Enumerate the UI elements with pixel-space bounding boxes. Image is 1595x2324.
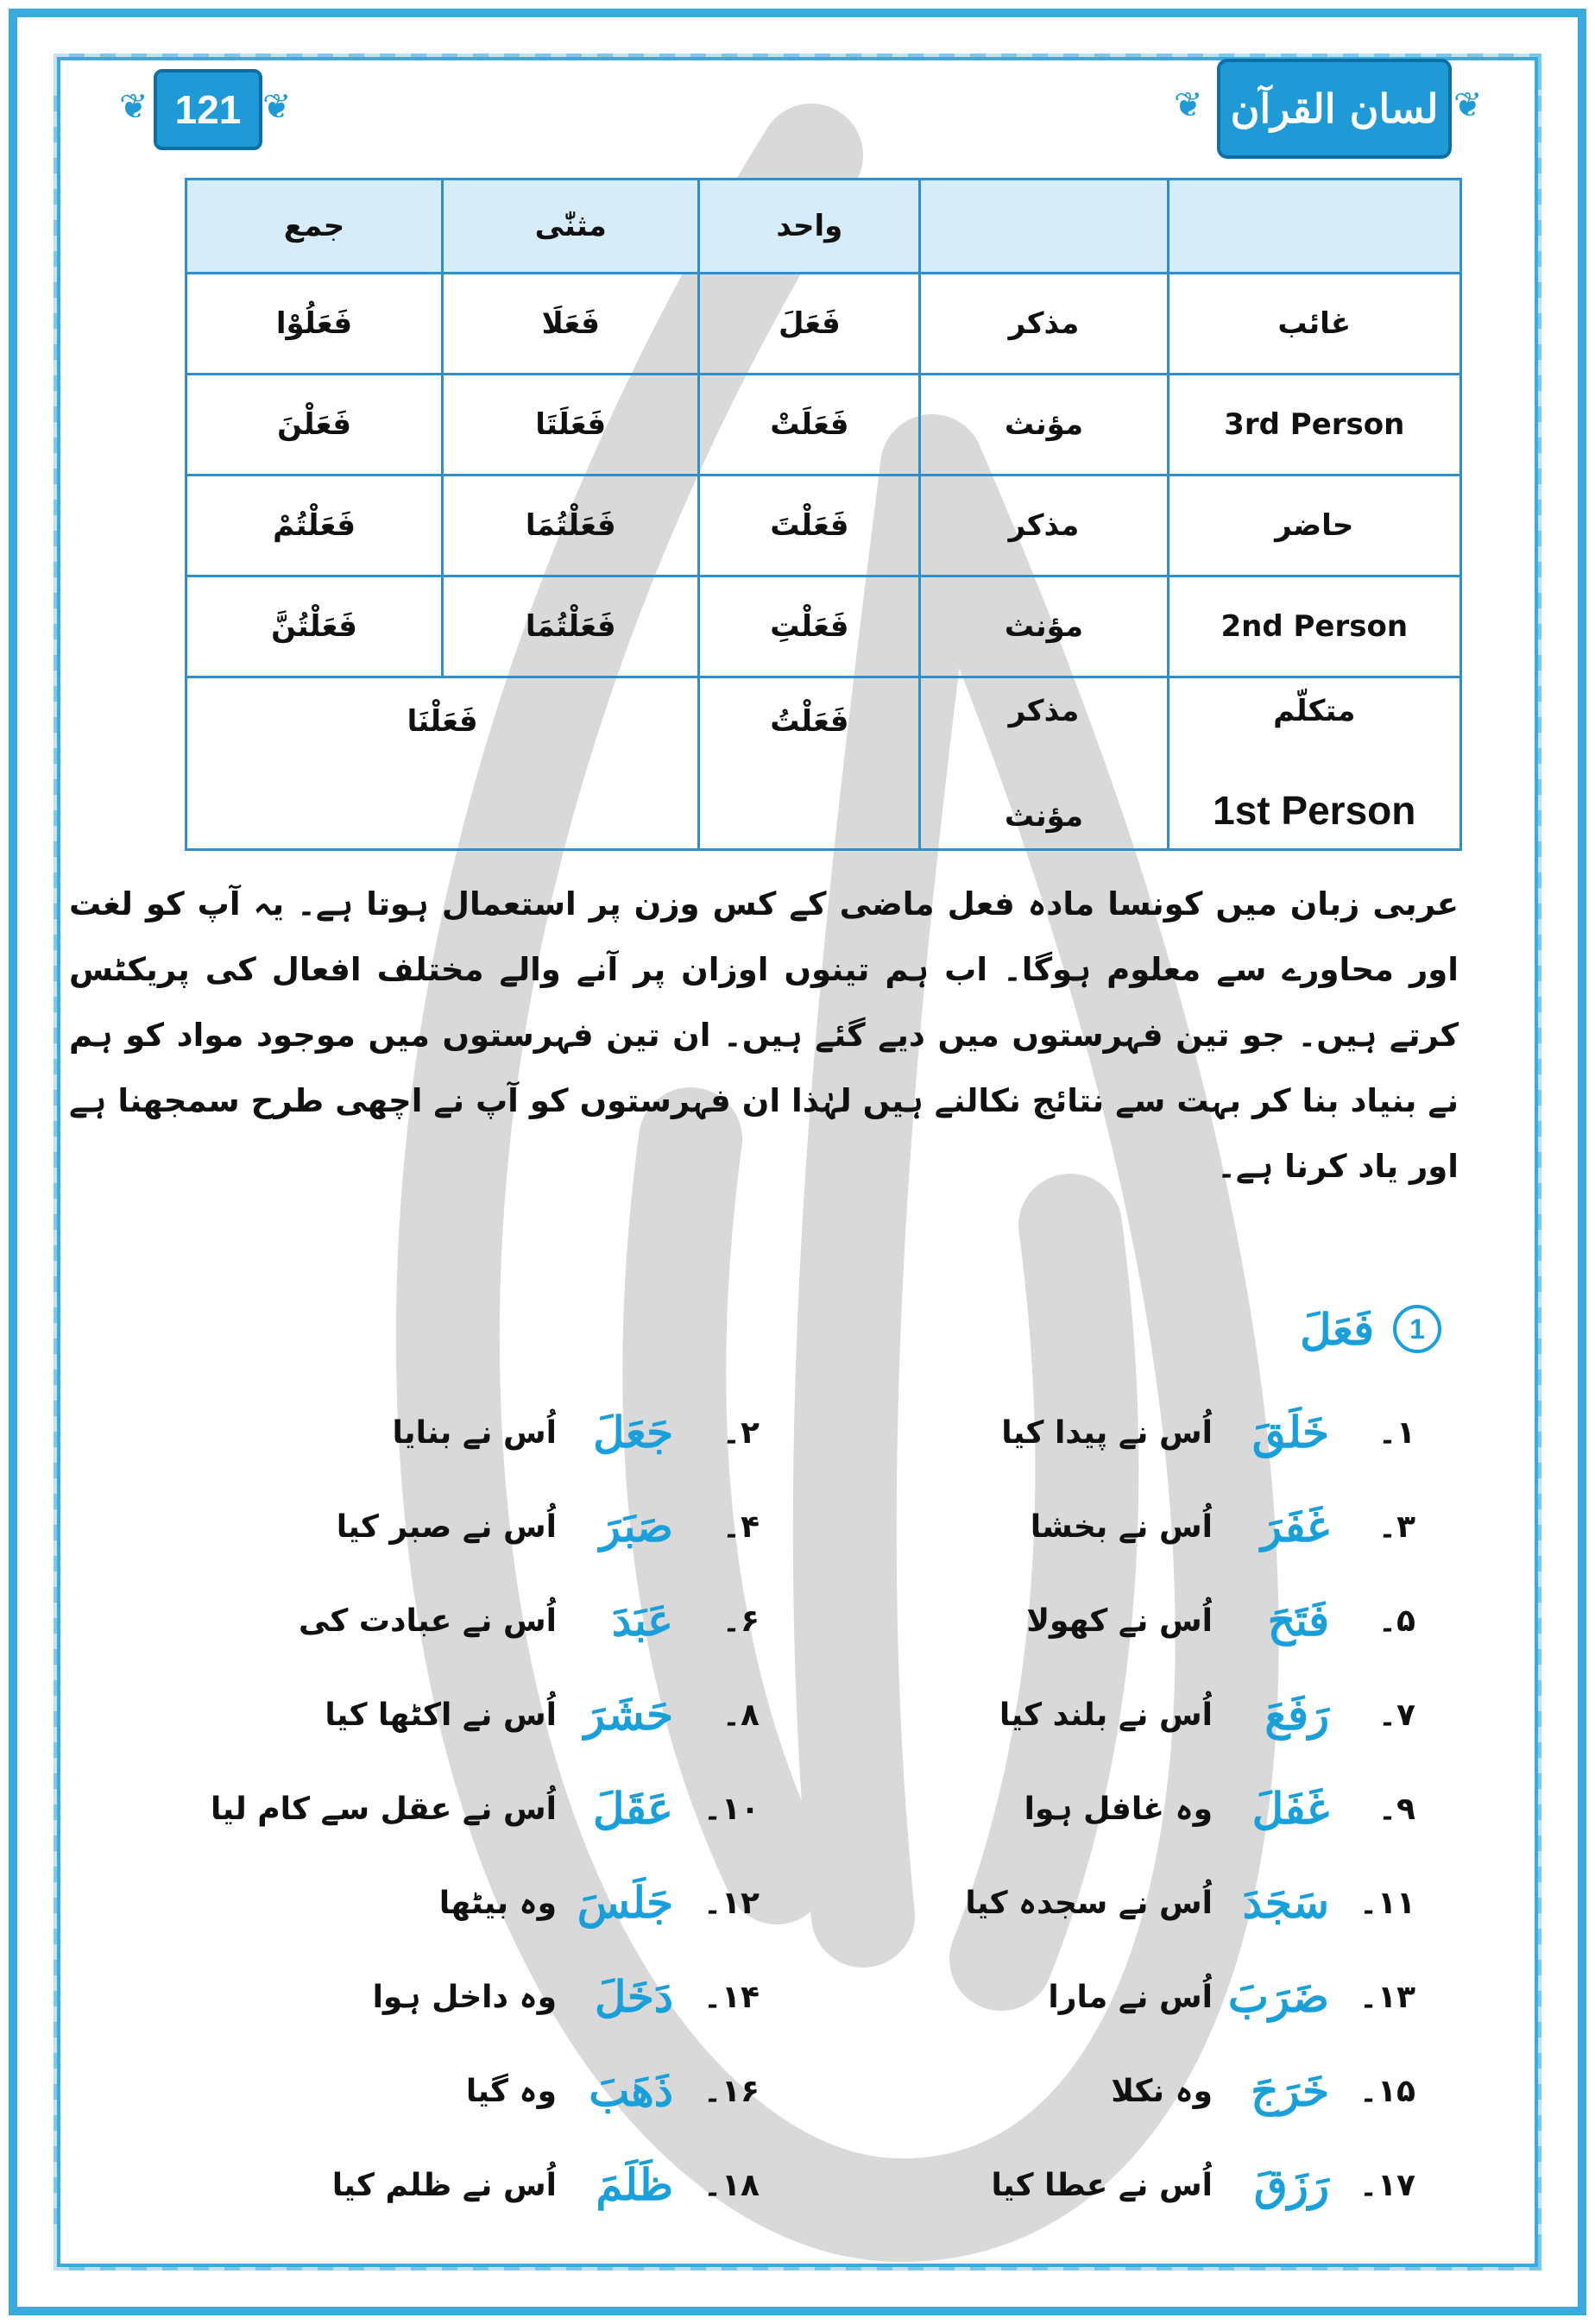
list-item — [829, 1689, 1415, 1758]
list-item — [173, 2159, 760, 2228]
list-item — [173, 1689, 760, 1758]
person-label: 2nd Person — [1168, 576, 1461, 677]
verb-form: فَعَلْتُمَا — [443, 576, 699, 677]
item-number: ۱۲۔ — [703, 1886, 760, 1921]
item-number: ۹۔ — [1378, 1792, 1415, 1827]
list-item — [173, 1501, 760, 1570]
list-item — [829, 1595, 1415, 1664]
gender-label-cell — [920, 677, 1168, 850]
verb-meaning: اُس نے مارا — [1048, 1980, 1213, 2015]
verb-meaning: اُس نے بلند کیا — [999, 1697, 1213, 1733]
verb-meaning: اُس نے سجدہ کیا — [965, 1886, 1213, 1921]
list-item — [829, 1783, 1415, 1852]
list-item — [173, 1407, 760, 1476]
verb-form: فَعَلُوْا — [186, 274, 443, 375]
table-row — [186, 576, 1461, 677]
person-label: حاضر — [1168, 476, 1461, 576]
verb-form: فَعَلَ — [699, 274, 920, 375]
verb-meaning: اُس نے عقل سے کام لیا — [211, 1792, 557, 1827]
item-number: ۴۔ — [722, 1509, 760, 1545]
verb-meaning: وہ داخل ہوا — [372, 1980, 557, 2015]
gender-label: مذکر — [920, 274, 1168, 375]
item-number: ۱۳۔ — [1359, 1980, 1415, 2015]
verb-word: رَفَعَ — [1264, 1689, 1329, 1740]
gender-label: مؤنث — [1004, 798, 1084, 834]
list-item — [173, 2065, 760, 2134]
verb-word: دَخَلَ — [594, 1971, 673, 2022]
item-number: ۱۰۔ — [703, 1792, 760, 1827]
verb-word: ضَرَبَ — [1227, 1971, 1329, 2022]
table-header-cell — [920, 179, 1168, 274]
table-header-cell: مثنّٰی — [443, 179, 699, 274]
verb-word: خَلَقَ — [1251, 1407, 1329, 1458]
item-number: ۱۱۔ — [1359, 1886, 1415, 1921]
list-item — [173, 1595, 760, 1664]
verb-meaning: اُس نے اکٹھا کیا — [325, 1697, 557, 1733]
verb-word: حَشَرَ — [583, 1689, 673, 1740]
verb-form: فَعَلَتْ — [699, 375, 920, 476]
table-row — [186, 375, 1461, 476]
verb-meaning: اُس نے صبر کیا — [336, 1509, 557, 1545]
ornament-icon: ❦ — [262, 87, 292, 127]
list-item — [829, 1501, 1415, 1570]
page-number: 121 — [154, 69, 262, 150]
table-header-cell: واحد — [699, 179, 920, 274]
book-title: لسان القرآن — [1217, 59, 1452, 159]
verb-meaning: اُس نے عطا کیا — [991, 2168, 1213, 2203]
person-label: متکلّم — [1273, 693, 1356, 728]
item-number: ۱۶۔ — [703, 2074, 760, 2109]
verb-form: فَعَلْتُ — [699, 677, 920, 850]
table-row — [186, 476, 1461, 576]
verb-word: خَرَجَ — [1251, 2065, 1329, 2116]
verb-form: فَعَلَتَا — [443, 375, 699, 476]
ornament-icon: ❦ — [119, 87, 148, 127]
verb-word: ذَهَبَ — [589, 2065, 673, 2116]
verb-meaning: وہ گیا — [465, 2074, 557, 2109]
verb-form: فَعَلْتُمَا — [443, 476, 699, 576]
person-label-english: 1st Person — [1213, 787, 1416, 833]
list-item — [829, 2159, 1415, 2228]
item-number: ۱۵۔ — [1359, 2074, 1415, 2109]
verb-word: جَلَسَ — [577, 1877, 673, 1928]
table-header-cell — [1168, 179, 1461, 274]
verb-meaning: اُس نے بنایا — [392, 1415, 557, 1451]
gender-label: مذکر — [920, 476, 1168, 576]
item-number: ۶۔ — [722, 1603, 760, 1639]
verb-form: فَعَلْتَ — [699, 476, 920, 576]
verb-form: فَعَلْنَا — [186, 677, 699, 850]
verb-word: عَقَلَ — [593, 1783, 673, 1834]
item-number: ۷۔ — [1378, 1697, 1415, 1733]
person-label: 3rd Person — [1168, 375, 1461, 476]
item-number: ۱۸۔ — [703, 2168, 760, 2203]
item-number: ۵۔ — [1378, 1603, 1415, 1639]
verb-word: جَعَلَ — [593, 1407, 673, 1458]
verb-meaning: وہ بیٹھا — [438, 1886, 557, 1921]
item-number: ۱۷۔ — [1359, 2168, 1415, 2203]
verb-form: فَعَلْتِ — [699, 576, 920, 677]
verb-meaning: اُس نے عبادت کی — [298, 1603, 557, 1639]
table-header-row — [186, 179, 1461, 274]
gender-label: مؤنث — [920, 576, 1168, 677]
verb-meaning: اُس نے کھولا — [1026, 1603, 1213, 1639]
table-header-cell: جمع — [186, 179, 443, 274]
verb-form: فَعَلْتُنَّ — [186, 576, 443, 677]
person-label-cell — [1168, 677, 1461, 850]
verb-form: فَعَلْتُمْ — [186, 476, 443, 576]
verb-word: رَزَقَ — [1253, 2159, 1329, 2210]
verb-word: فَتَحَ — [1267, 1595, 1329, 1646]
verb-meaning: اُس نے بخشا — [1030, 1509, 1213, 1545]
section-number: 1 — [1393, 1305, 1441, 1353]
verb-word: غَفَرَ — [1260, 1501, 1329, 1552]
verb-word: ظَلَمَ — [596, 2159, 673, 2210]
verb-meaning: اُس نے ظلم کیا — [331, 2168, 557, 2203]
verb-word: سَجَدَ — [1242, 1877, 1329, 1928]
ornament-icon: ❦ — [1174, 85, 1203, 125]
verb-form: فَعَلَا — [443, 274, 699, 375]
list-item — [829, 1407, 1415, 1476]
item-number: ۱۔ — [1378, 1415, 1415, 1451]
item-number: ۳۔ — [1378, 1509, 1415, 1545]
verb-word: عَبَدَ — [611, 1595, 673, 1646]
section-title: فَعَلَ — [1300, 1303, 1374, 1355]
verb-meaning: وہ غافل ہوا — [1024, 1792, 1213, 1827]
gender-label: مؤنث — [920, 375, 1168, 476]
ornament-icon: ❦ — [1453, 85, 1483, 125]
section-heading — [1200, 1294, 1441, 1364]
person-label: غائب — [1168, 274, 1461, 375]
table-row — [186, 677, 1461, 850]
item-number: ۲۔ — [722, 1415, 760, 1451]
list-item — [829, 1971, 1415, 2040]
conjugation-table — [185, 178, 1462, 851]
verb-meaning: وہ نکلا — [1111, 2074, 1213, 2109]
verb-meaning: اُس نے پیدا کیا — [1001, 1415, 1213, 1451]
list-item — [829, 1877, 1415, 1946]
list-item — [173, 1783, 760, 1852]
verb-word: صَبَرَ — [599, 1501, 673, 1552]
table-row — [186, 274, 1461, 375]
list-item — [173, 1971, 760, 2040]
item-number: ۸۔ — [722, 1697, 760, 1733]
item-number: ۱۴۔ — [703, 1980, 760, 2015]
list-item — [173, 1877, 760, 1946]
body-paragraph: عربی زبان میں کونسا مادہ فعل ماضی کے کس وزن پر استعمال ہوتا ہے۔ یہ آپ کو لغت اور محاورے سے معلوم ہوگا۔ اب ہم تینوں اوزان پر آنے والے مختلف افعال کی پریکٹس کرتے ہیں۔ جو تین فہرستوں میں دیے گئے ہیں۔ ان تین فہرستوں میں موجود مواد کو ہم نے بنیاد بنا کر بہت سے نتائج نکالنے ہیں لہٰذا ان فہرستوں کو آپ نے اچھی طرح سمجھنا ہے اور یاد کرنا ہے۔ — [69, 885, 1459, 1185]
list-item — [829, 2065, 1415, 2134]
gender-label: مذکر — [1008, 693, 1080, 728]
verb-form: فَعَلْنَ — [186, 375, 443, 476]
verb-word: غَفَلَ — [1251, 1783, 1329, 1834]
